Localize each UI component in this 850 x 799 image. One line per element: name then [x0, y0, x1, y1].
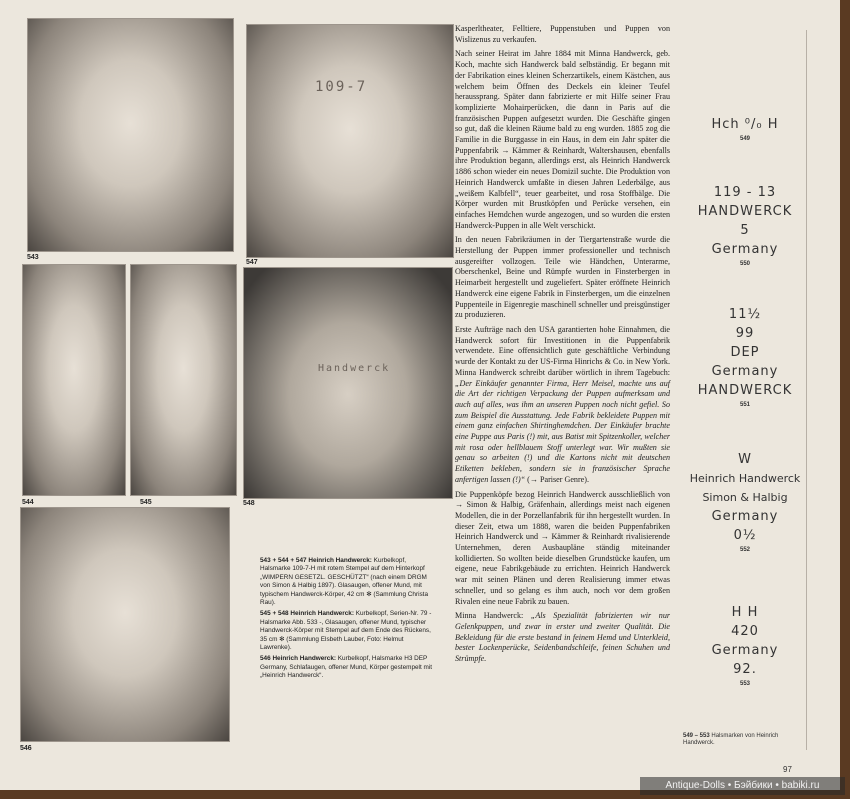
- mark-552: W Heinrich Handwerck Simon & Halbig Germany 0½ 552: [689, 452, 801, 553]
- mark-553: H H 420 Germany 92. 553: [711, 605, 779, 687]
- figure-number-544: 544: [22, 499, 34, 506]
- marks-caption: 549 – 553 Halsmarken von Heinrich Handwerck.: [683, 733, 779, 746]
- photo-546: [20, 507, 230, 742]
- paragraph: In den neuen Fabrikräumen in der Tiergartenstraße wurde die Herstellung der Puppen immer professioneller und technisch ausgereifter vollzogen. Teile wie Händchen, Unterarme, Oberschenkel, Beine und Rümpfe wurden in Finsterbergen in Heimarbeit hergestellt und zugeliefert. Später eröffnete Heinrich Handwerck eine eigene Fabrik in Finsterbergen, um die einzelnen Puppenteile in Eigenregie maschinell schneller und preisgünstiger zu produzieren.: [455, 235, 670, 320]
- figure-number-545: 545: [140, 499, 152, 506]
- caption-546: 546 Heinrich Handwerck: Kurbelkopf, Halsmarke H3 DEP Germany, Schlafaugen, offener Mund, Körper gestempelt mit „Heinrich Handwerck“.: [260, 655, 433, 680]
- page-number: 97: [783, 765, 792, 774]
- paragraph: Kasperltheater, Felltiere, Puppenstuben und Puppen von Wislizenus zu verkaufen.: [455, 24, 670, 44]
- paragraph: Nach seiner Heirat im Jahre 1884 mit Minna Handwerck, geb. Koch, machte sich Handwerck bald selbständig. Er begann mit der Fabrikation eines kleinen Scherzartikels, einem Kästchen, aus welchem beim Öffnen des Deckels ein kleiner Teufel heraussprang. Später dann fabrizierte er mit Hilfe seiner Frau komplizierte Mohairperücken, die dann in Paris auf die französischen Puppen aufgesetzt wurden. Die Geschäfte gingen so gut, daß die kleinen Räume bald zu eng wurden. 1885 zog die Familie in die Burggasse in ein Haus, in dem ein Jahr später die Puppenfabrik → Kämmer & Reinhardt, Waltershausen, ebenfalls ihre Produktion begann, allerdings erst, als Heinrich Handwerck 1886 schon wieder ein neues Domizil suchte. Die Produktion von Heinrich Handwerck umfaßte in diesen Jahren Lederbälge, aus „weißem Kalbfell“, teuer gearbeitet, und rosa Stoffbälge. Die Körper wurden mit Brustköpfen und Perücke versehen, ein einfaches Hemdchen wurde angezogen, und so wurden die ersten Handwerck-Puppen in alle Welt verschickt.: [455, 49, 670, 230]
- figure-number-548: 548: [243, 500, 255, 507]
- mark-550: 119 - 13 HANDWERCK 5 Germany 550: [697, 185, 793, 267]
- mark-549: Hch ⁰/₀ H 549: [711, 117, 779, 142]
- figure-number-543: 543: [27, 254, 39, 261]
- neck-stamp-text: 109-7: [315, 79, 368, 95]
- column-divider: [806, 30, 807, 750]
- photo-547: [246, 24, 454, 258]
- figure-number-546: 546: [20, 745, 32, 752]
- caption-545-548: 545 + 548 Heinrich Handwerck: Kurbelkopf, Serien-Nr. 79 - Halsmarke Abb. 533 -, Glasaugen, offener Mund, typischer Handwerck-Körper mit Stempel auf dem Ende des Rückens, 35 cm ✻ (Sammlung Elsbeth Lauber, Foto: Helmut Lawrenke).: [260, 610, 432, 652]
- figure-number-547: 547: [246, 259, 258, 266]
- paragraph: Minna Handwerck: „Als Spezialität fabrizierten wir nur Gelenkpuppen, und zwar in erster und zweiter Qualität. Die Bekleidung für die erste bestand in feinem Hemd und Unterkleid, bester Lockenperücke, Seidenbandschleife, feinen Schuhen und Strümpfe.: [455, 611, 671, 664]
- photo-544: [22, 264, 126, 496]
- photo-captions: [260, 557, 436, 684]
- body-text-column: [455, 24, 670, 669]
- photo-548: [243, 267, 453, 499]
- photo-545: [130, 264, 237, 496]
- photo-543: [27, 18, 234, 252]
- mark-551: 11½ 99 DEP Germany HANDWERCK 551: [697, 307, 793, 408]
- watermark: Antique-Dolls • Бэйбики • babiki.ru: [640, 777, 845, 795]
- body-stamp-text: Handwerck: [318, 363, 391, 374]
- caption-543-544-547: 543 + 544 + 547 Heinrich Handwerck: Kurbelkopf, Halsmarke 109-7-H mit rotem Stempel auf dem Hinterkopf „WIMPERN GESETZL. GESCHÜTZT“ (nach einem DRGM von Simon & Halbig 1897). Glasaugen, offener Mund, mit typischem Handwerck-Körper, 42 cm ✻ (Sammlung Christa Rau).: [260, 557, 429, 607]
- paragraph: Erste Aufträge nach den USA garantierten hohe Einnahmen, die Handwerck sofort für Investitionen in die Puppenfabrik verwendete. Eine offensichtlich gute geschäftliche Verbindung wurde der Kontakt zu der US-Firma Hinrichs & Co. in New York. Minna Handwerck schreibt darüber wörtlich in ihrem Tagebuch: „Der Einkäufer genannter Firma, Herr Meisel, machte uns auf die Art der richtigen Verpackung der Puppen aufmerksam und auch auf alles, was ihm an unseren Puppen noch nicht gefiel. So zum Beispiel die Ausstattung. Jede Fabrik bekleidete Puppen mit einem ganz einfachen Shirtinghemdchen. Der Einkäufer brachte eine Puppe aus Paris (!) mit, aus Batist mit Spitzenkoller, welcher mit rosa oder hellblauem Stoff unterlegt war. Wir mußten sie genau so arbeiten (!) und die Kartons nicht mit deutschen Etiketten bekleben, sondern sie in französischer Sprache anfertigen lassen (!)“ (→ Pariser Genre).: [455, 324, 670, 484]
- paragraph: Die Puppenköpfe bezog Heinrich Handwerck ausschließlich von → Simon & Halbig, Gräfenhain, allerdings meist nach eigenen Modellen, die in der Porzellanfabrik für ihn hergestellt wurden. In dieser Zeit, etwa um 1888, waren die beiden Puppenfabriken Heinrich Handwerck und → Kämmer & Reinhardt rivalisierende Unternehmen, deren Ausbaupläne ständig miteinander kollidierten. So wollten beide dieselben Grundstücke kaufen, um eigene, neue Fabrikgebäude zu errichten. Heinrich Handwerck war mit seinen Plänen und deren Realisierung immer etwas schneller, und so gelang es ihm auch, noch vor dem großen Rivalen eine neue Fabrik zu bauen.: [455, 489, 670, 606]
